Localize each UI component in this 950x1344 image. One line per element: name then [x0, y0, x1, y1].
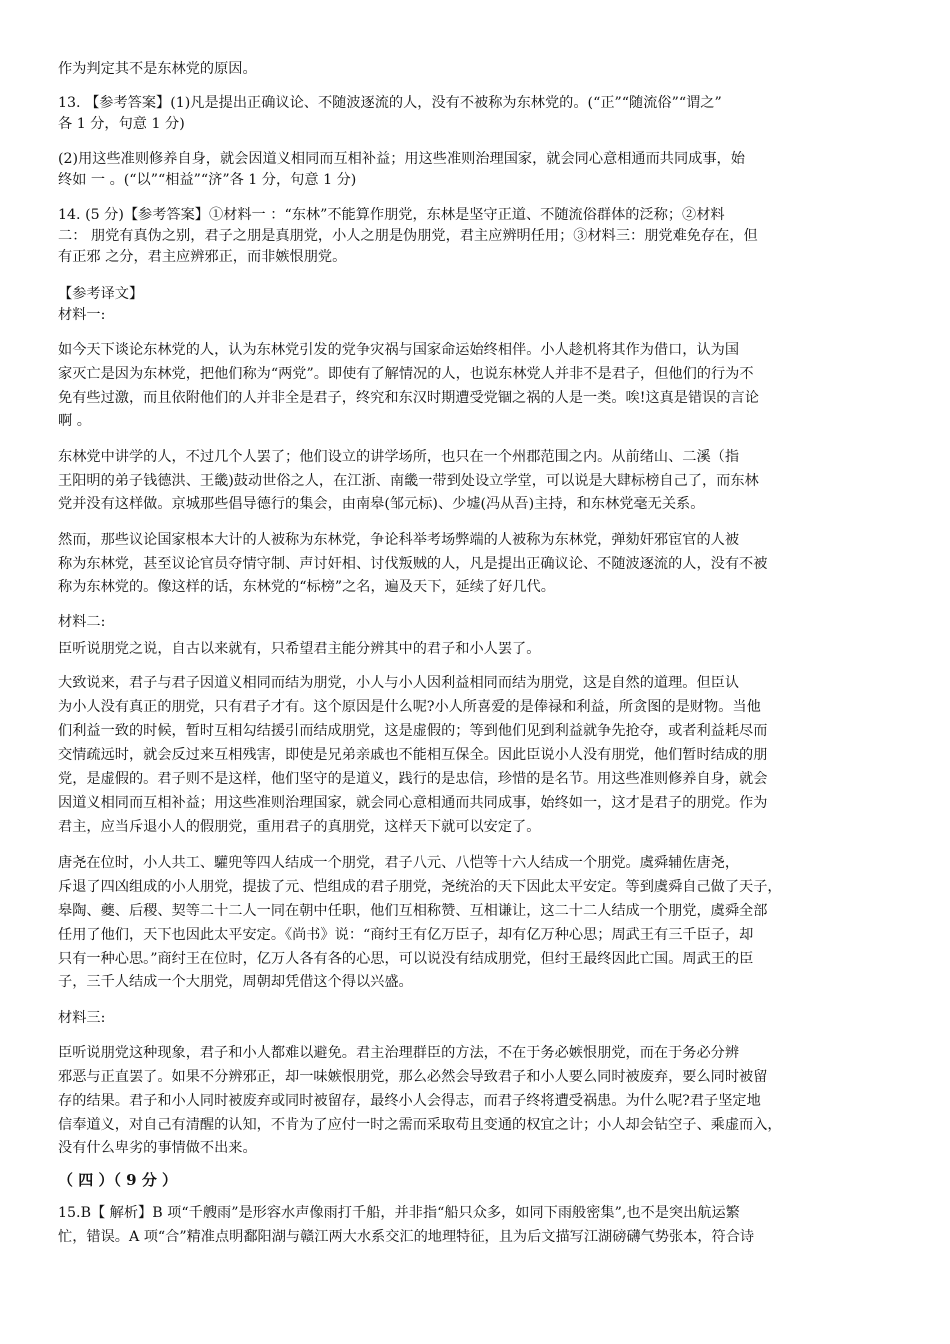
text-line: 有正邪 之分，君主应辨邪正，而非嫉恨朋党。: [58, 249, 347, 265]
text-line: 家灭亡是因为东林党，把他们称为“两党”。即使有了解情况的人，也说东林党人并非不是君子，但他们的行为不: [58, 366, 754, 382]
text-line: 材料一:: [58, 307, 106, 323]
text-line: 君主，应当斥退小人的假朋党，重用君子的真朋党，这样天下就可以安定了。: [58, 819, 541, 835]
text-line: 党，是虚假的。君子则不是这样，他们坚守的是道义，践行的是忠信，珍惜的是名节。用这些准则修养自身，就会: [58, 771, 768, 787]
text-line: 然而，那些议论国家根本大计的人被称为东林党，争论科举考场弊端的人被称为东林党，弹劾奸邪宦官的人被: [58, 532, 740, 548]
text-line: 东林党中讲学的人，不过几个人罢了；他们设立的讲学场所，也只在一个州郡范围之内。从前绪山、二溪（指: [58, 449, 740, 465]
text-line: 皋陶、夔、后稷、契等二十二人一同在朝中任职，他们互相称赞、互相谦让，这二十二人结成一个朋党，虞舜全部: [58, 903, 768, 919]
text-line: 免有些过激，而且依附他们的人并非全是君子，终究和东汉时期遭受党锢之祸的人是一类。唉!这真是错误的言论: [58, 390, 759, 406]
text-line: 材料二:: [58, 614, 106, 630]
text-line: 信奉道义，对自己有清醒的认知，不肯为了应付一时之需而采取苟且变通的权宜之计；小人却会钻空子、乘虚而入，: [58, 1117, 782, 1133]
text-line: 大致说来，君子与君子因道义相同而结为朋党，小人与小人因利益相同而结为朋党，这是自然的道理。但臣认: [58, 675, 740, 691]
text-line: 称为东林党，甚至议论官员夺情守制、声讨奸相、讨伐叛贼的人，凡是提出正确议论、不随波逐流的人，没有不被: [58, 556, 768, 572]
text-line: 13. 【参考答案】(1)凡是提出正确议论、不随波逐流的人，没有不被称为东林党的。(“正”“随流俗”“谓之”: [58, 95, 722, 111]
text-line: 党并没有这样做。京城那些倡导德行的集会，由南皋(邹元标)、少墟(冯从吾)主持，和东林党毫无关系。: [58, 496, 705, 512]
text-line: 只有一种心思。”商纣王在位时，亿万人各有各的心思，可以说没有结成朋党，但纣王最终因此亡国。周武王的臣: [58, 951, 754, 967]
text-line: 14. (5 分)【参考答案】①材料一 ：“东林”不能算作朋党，东林是坚守正道、不随流俗群体的泛称；②材料: [58, 207, 725, 223]
text-line: (2)用这些准则修养自身，就会因道义相同而互相补益；用这些准则治理国家，就会同心意相通而共同成事，始: [58, 151, 745, 167]
text-line: 臣听说朋党这种现象，君子和小人都难以避免。君主治理群臣的方法，不在于务必嫉恨朋党，而在于务必分辨: [58, 1045, 740, 1061]
text-line: 存的结果。君子和小人同时被废弃或同时被留存，最终小人会得志，而君子终将遭受祸患。为什么呢?君子坚定地: [58, 1093, 761, 1109]
text-line: 任用了他们，天下也因此太平安定。《尚书》说：“商纣王有亿万臣子，却有亿万种心思；周武王有三千臣子，却: [58, 927, 754, 943]
text-line: 【参考译文】: [58, 286, 144, 302]
text-line: 啊 。: [58, 413, 91, 429]
text-line: 为小人没有真正的朋党，只有君子才有。这个原因是什么呢?小人所喜爱的是俸禄和利益，所贪图的是财物。当他: [58, 699, 761, 715]
text-line: 称为东林党的。像这样的话，东林党的“标榜”之名，遍及天下，延续了好几代。: [58, 579, 555, 595]
text-line: 忙，错误。A 项“合”精准点明鄱阳湖与赣江两大水系交汇的地理特征，且为后文描写江湖磅礴气势张本，符合诗: [58, 1229, 755, 1245]
text-line: 唐尧在位时，小人共工、驩兜等四人结成一个朋党，君子八元、八恺等十六人结成一个朋党。虞舜辅佐唐尧，: [58, 855, 740, 871]
text-line: 们利益一致的时候，暂时互相勾结援引而结成朋党，这是虚假的；等到他们见到利益就争先抢夺，或者利益耗尽而: [58, 723, 768, 739]
text-line: 臣听说朋党之说，自古以来就有，只希望君主能分辨其中的君子和小人罢了。: [58, 641, 541, 657]
text-line: 邪恶与正直罢了。如果不分辨邪正，却一味嫉恨朋党，那么必然会导致君子和小人要么同时被废弃，要么同时被留: [58, 1069, 768, 1085]
text-line: 因道义相同而互相补益；用这些准则治理国家，就会同心意相通而共同成事，始终如一，这才是君子的朋党。作为: [58, 795, 768, 811]
text-line: 王阳明的弟子钱德洪、王畿)鼓动世俗之人，在江浙、南畿一带到处设立学堂，可以说是大肆标榜自己了，而东林: [58, 473, 759, 489]
text-line: 如今天下谈论东林党的人，认为东林党引发的党争灾祸与国家命运始终相伴。小人趁机将其作为借口，认为国: [58, 342, 740, 358]
text-line: 作为判定其不是东林党的原因。: [58, 61, 257, 77]
text-line: 各 1 分，句意 1 分): [58, 116, 185, 132]
text-line: 二： 朋党有真伪之别，君子之朋是真朋党，小人之朋是伪朋党，君主应辨明任用；③材料三：朋党难免存在，但: [58, 228, 758, 244]
text-line: 没有什么卑劣的事情做不出来。: [58, 1140, 257, 1156]
text-line: 终如 一 。(“以”“相益”“济”各 1 分，句意 1 分): [58, 172, 357, 188]
text-line: 15.B【 解析】B 项“千艘雨”是形容水声像雨打千船，并非指“船只众多，如同下雨般密集”,也不是突出航运繁: [58, 1205, 740, 1221]
text-line: 材料三:: [58, 1010, 106, 1026]
text-line: 交情疏远时，就会反过来互相残害，即使是兄弟亲戚也不能相互保全。因此臣说小人没有朋党，他们暂时结成的朋: [58, 747, 768, 763]
text-line: 子，三千人结成一个大朋党，周朝却凭借这个得以兴盛。: [58, 974, 413, 990]
section-heading: （ 四 ）（ 9 分 ）: [58, 1171, 178, 1189]
text-line: 斥退了四凶组成的小人朋党，提拔了元、恺组成的君子朋党，尧统治的天下因此太平安定。等到虞舜自己做了天子，: [58, 879, 782, 895]
